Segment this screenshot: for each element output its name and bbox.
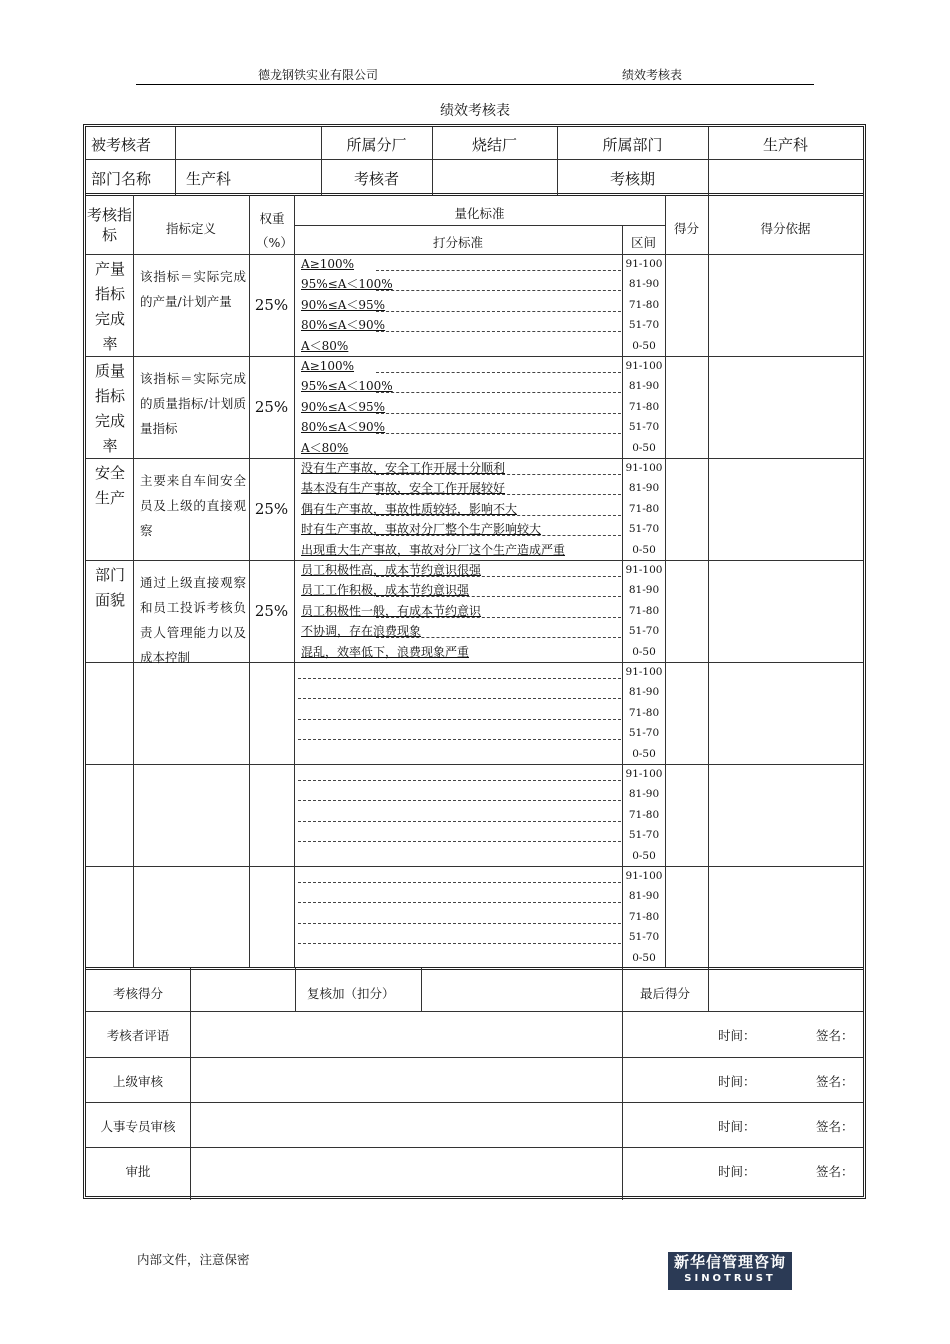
range-label: 51-70: [628, 931, 660, 944]
range-label: 71-80: [628, 706, 660, 719]
fill-line: [376, 290, 621, 291]
range-label: 71-80: [628, 400, 660, 413]
range-label: 81-90: [628, 482, 660, 495]
range-label: 51-70: [628, 727, 660, 740]
time-label: 时间：: [718, 1028, 756, 1043]
range-label: 51-70: [628, 829, 660, 842]
label-assessee: 被考核者: [91, 136, 152, 154]
label-period: 考核期: [610, 170, 656, 188]
time-label: 时间：: [718, 1119, 756, 1134]
indicator-weight: 25%: [254, 602, 289, 620]
fill-line: [298, 698, 621, 699]
indicator-weight: 25%: [254, 500, 289, 518]
criteria-line: 不协调，存在浪费现象: [301, 624, 422, 639]
criteria-line: 混乱，效率低下，浪费现象严重: [301, 644, 470, 659]
criteria-line: 95%≤A＜100%: [301, 277, 393, 292]
range-label: 81-90: [628, 584, 660, 597]
indicator-definition: 主要来自车间安全员及上级的直接观察: [140, 473, 246, 538]
fill-line: [298, 943, 621, 944]
range-label: 81-90: [628, 788, 660, 801]
range-label: 91-100: [625, 462, 663, 474]
range-label: 91-100: [625, 564, 663, 576]
assessment-form: [83, 124, 866, 1199]
criteria-line: 90%≤A＜95%: [301, 399, 386, 414]
range-label: 91-100: [625, 870, 663, 882]
fill-line: [298, 882, 621, 883]
indicator-name: 质量指标完成率: [94, 362, 125, 455]
range-label: 81-90: [628, 686, 660, 699]
criteria-line: A＜80%: [301, 440, 349, 455]
fill-line: [376, 515, 621, 516]
criteria-line: 员工积极性一般，有成本节约意识: [301, 603, 482, 618]
header-doc-name: 绩效考核表: [622, 68, 683, 82]
criteria-line: A≥100%: [301, 359, 355, 373]
label-review-adjust: 复核加（扣分）: [307, 986, 395, 1001]
criteria-line: A≥100%: [301, 257, 355, 271]
range-label: 51-70: [628, 421, 660, 434]
sinotrust-logo: 新华信管理咨询 SINOTRUST: [668, 1252, 792, 1290]
col-indicator: 考核指标: [86, 206, 132, 244]
fill-line: [376, 596, 621, 597]
criteria-line: A＜80%: [301, 338, 349, 353]
range-label: 0-50: [632, 747, 656, 760]
indicator-definition: 通过上级直接观察和员工投诉考核负责人管理能力以及成本控制: [140, 575, 246, 665]
range-label: 51-70: [628, 625, 660, 638]
fill-line: [298, 902, 621, 903]
fill-line: [376, 413, 621, 414]
criteria-line: 基本没有生产事故，安全工作开展较好: [301, 481, 506, 496]
criteria-line: 95%≤A＜100%: [301, 379, 393, 394]
label-dept-name: 部门名称: [91, 170, 152, 188]
indicator-name: 安全生产: [94, 464, 125, 507]
fill-line: [376, 637, 621, 638]
label-total-score: 考核得分: [112, 986, 163, 1001]
fill-line: [376, 311, 621, 312]
range-label: 0-50: [632, 645, 656, 658]
range-label: 91-100: [625, 768, 663, 780]
indicator-name: 部门面貌: [94, 566, 125, 609]
range-label: 51-70: [628, 319, 660, 332]
fill-line: [298, 841, 621, 842]
range-label: 91-100: [625, 360, 663, 372]
col-score-std: 打分标准: [432, 235, 483, 250]
range-label: 81-90: [628, 380, 660, 393]
range-label: 71-80: [628, 808, 660, 821]
fill-line: [298, 800, 621, 801]
dept-name-value: 生产科: [186, 170, 232, 188]
range-label: 91-100: [625, 666, 663, 678]
fill-line: [298, 678, 621, 679]
criteria-line: 员工工作积极，成本节约意识强: [301, 583, 470, 598]
range-label: 51-70: [628, 523, 660, 536]
criteria-line: 出现重大生产事故，事故对分厂这个生产造成严重: [301, 542, 566, 557]
sign-label: 签名：: [816, 1074, 854, 1089]
criteria-line: 时有生产事故，事故对分厂整个生产影响较大: [301, 522, 542, 537]
fill-line: [376, 331, 621, 332]
time-label: 时间：: [718, 1164, 756, 1179]
range-label: 71-80: [628, 604, 660, 617]
sign-label: 签名：: [816, 1028, 854, 1043]
criteria-line: 没有生产事故，安全工作开展十分顺利: [301, 461, 506, 475]
range-label: 0-50: [632, 543, 656, 556]
col-weight: 权重（%）: [256, 211, 293, 250]
department-value: 生产科: [762, 136, 808, 154]
company-name: 德龙钢铁实业有限公司: [258, 68, 379, 82]
range-label: 0-50: [632, 951, 656, 964]
criteria-line: 80%≤A＜90%: [301, 318, 386, 333]
indicator-weight: 25%: [254, 296, 289, 314]
fill-line: [376, 576, 621, 577]
fill-line: [376, 474, 621, 475]
fill-line: [298, 739, 621, 740]
fill-line: [298, 719, 621, 720]
footer-confidential: 内部文件，注意保密: [137, 1252, 250, 1267]
branch-value: 烧结厂: [471, 136, 517, 154]
col-quant: 量化标准: [454, 206, 505, 221]
fill-line: [376, 433, 621, 434]
fill-line: [376, 392, 621, 393]
range-label: 71-80: [628, 910, 660, 923]
form-title: 绩效考核表: [440, 103, 510, 119]
time-label: 时间：: [718, 1074, 756, 1089]
col-range: 区间: [630, 235, 656, 250]
fill-line: [376, 617, 621, 618]
indicator-weight: 25%: [254, 398, 289, 416]
range-label: 0-50: [632, 441, 656, 454]
range-label: 0-50: [632, 849, 656, 862]
sign-label: 签名：: [816, 1164, 854, 1179]
range-label: 81-90: [628, 890, 660, 903]
criteria-line: 偶有生产事故，事故性质较轻，影响不大: [301, 501, 518, 516]
page-header: [136, 66, 814, 85]
approval-label: 考核者评语: [106, 1028, 170, 1043]
col-basis: 得分依据: [760, 221, 811, 236]
fill-line: [376, 494, 621, 495]
fill-line: [376, 535, 621, 536]
criteria-line: 80%≤A＜90%: [301, 420, 386, 435]
range-label: 71-80: [628, 502, 660, 515]
label-branch: 所属分厂: [346, 136, 407, 154]
criteria-line: 员工积极性高，成本节约意识很强: [301, 563, 482, 577]
range-label: 0-50: [632, 339, 656, 352]
indicator-definition: 该指标＝实际完成的质量指标/计划质量指标: [140, 371, 246, 436]
fill-line: [376, 372, 621, 373]
approval-label: 审批: [125, 1164, 151, 1179]
criteria-line: 90%≤A＜95%: [301, 297, 386, 312]
col-definition: 指标定义: [165, 221, 216, 236]
fill-line: [298, 923, 621, 924]
label-assessor: 考核者: [353, 170, 399, 188]
fill-line: [298, 821, 621, 822]
sign-label: 签名：: [816, 1119, 854, 1134]
range-label: 81-90: [628, 278, 660, 291]
range-label: 71-80: [628, 298, 660, 311]
label-final-score: 最后得分: [639, 986, 690, 1001]
label-department: 所属部门: [602, 136, 663, 154]
range-label: 91-100: [625, 258, 663, 270]
col-score: 得分: [673, 221, 699, 236]
indicator-name: 产量指标完成率: [94, 260, 125, 353]
approval-label: 人事专员审核: [100, 1119, 176, 1134]
fill-line: [298, 780, 621, 781]
indicator-definition: 该指标＝实际完成的产量/计划产量: [140, 269, 246, 309]
fill-line: [376, 270, 621, 271]
approval-label: 上级审核: [112, 1074, 163, 1089]
